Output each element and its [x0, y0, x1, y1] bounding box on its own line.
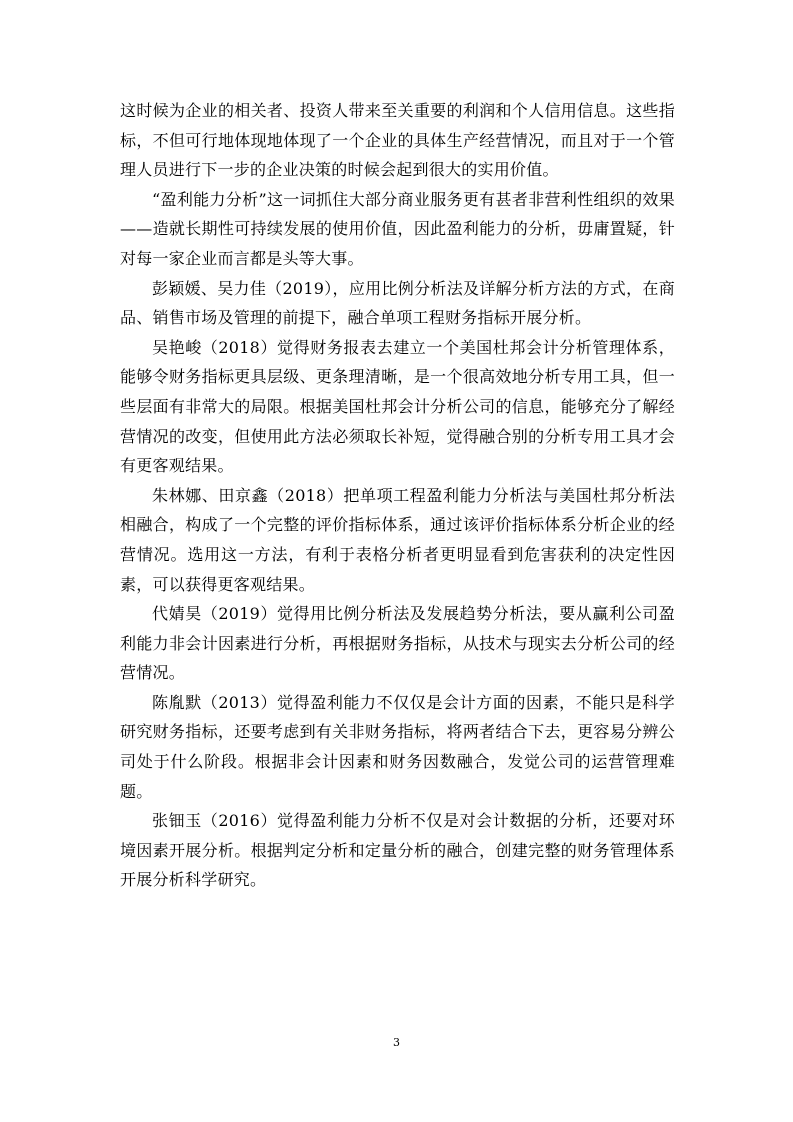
paragraph-wu-2018: 吴艳峻（2018）觉得财务报表去建立一个美国杜邦会计分析管理体系，能够令财务指标更具层级、更条理清晰，是一个很高效地分析专用工具，但一些层面有非常大的局限。根据美国杜邦会计分析公司的信息，能够充分了解经营情况的改变，但使用此方法必须取长补短，觉得融合别的分析专用工具才会有更客观结果。 — [120, 337, 675, 476]
page-number: 3 — [393, 1036, 400, 1049]
paragraph-zhang-2016: 张钿玉（2016）觉得盈利能力分析不仅是对会计数据的分析，还要对环境因素开展分析。根据判定分析和定量分析的融合，创建完整的财务管理体系开展分析科学研究。 — [120, 811, 675, 890]
paragraph-zhu-tian-2018: 朱林娜、田京鑫（2018）把单项工程盈利能力分析法与美国杜邦分析法相融合，构成了一个完整的评价指标体系，通过该评价指标体系分析企业的经营情况。选用这一方法，有利于表格分析者更明显看到危害获利的决定性因素，可以获得更客观结果。 — [120, 485, 675, 594]
paragraph-peng-wu-2019: 彭颖媛、吴力佳（2019），应用比例分析法及详解分析方法的方式，在商品、销售市场及管理的前提下，融合单项工程财务指标开展分析。 — [120, 278, 675, 328]
paragraph-profitability-analysis: “盈利能力分析”这一词抓住大部分商业服务更有甚者非营利性组织的效果——造就长期性可持续发展的使用价值，因此盈利能力的分析，毋庸置疑，针对每一家企业而言都是头等大事。 — [120, 189, 675, 268]
paragraph-chen-2013: 陈胤默（2013）觉得盈利能力不仅仅是会计方面的因素，不能只是科学研究财务指标，还要考虑到有关非财务指标，将两者结合下去，更容易分辨公司处于什么阶段。根据非会计因素和财务因数融合，发觉公司的运营管理难题。 — [120, 692, 675, 801]
paragraph-dai-2019: 代婧昊（2019）觉得用比例分析法及发展趋势分析法，要从赢利公司盈利能力非会计因素进行分析，再根据财务指标，从技术与现实去分析公司的经营情况。 — [120, 604, 675, 683]
paragraph-continuation: 这时候为企业的相关者、投资人带来至关重要的利润和个人信用信息。这些指标，不但可行地体现地体现了一个企业的具体生产经营情况，而且对于一个管理人员进行下一步的企业决策的时候会起到很大的实用价值。 — [120, 101, 675, 180]
document-body — [120, 96, 675, 895]
